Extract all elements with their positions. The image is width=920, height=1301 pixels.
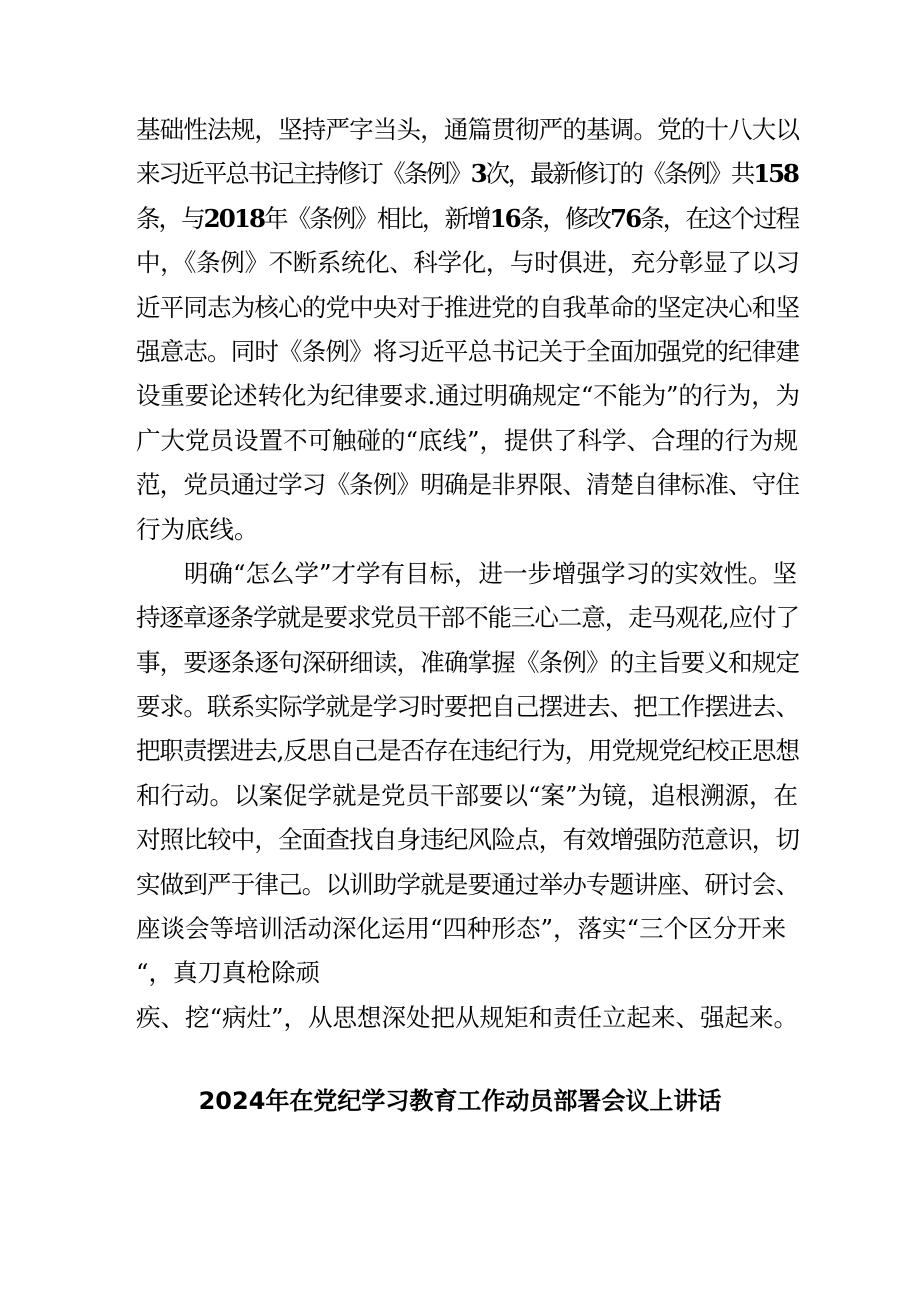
text-line: 疾、挖“病灶”，从思想深处把从规矩和责任立起来、强起来。 xyxy=(136,1002,799,1032)
text-line: “，真刀真枪除顽 xyxy=(136,958,321,988)
text-line: 基础性法规，坚持严字当头，通篇贯彻严的基调。党的十八大以 xyxy=(136,115,800,144)
text-line: 对照比较中，全面查找自身违纪风险点，有效增强防范意识，切 xyxy=(136,825,800,855)
text-line: 明确“怎么学”才学有目标，进一步增强学习的实效性。坚 xyxy=(184,558,798,588)
section-title: 2024年在党纪学习教育工作动员部署会议上讲话 xyxy=(198,1087,722,1115)
text-line: 和行动。以案促学就是党员干部要以“案”为镜，追根溯源，在 xyxy=(136,780,799,810)
text-line: 实做到严于律己。以训助学就是要通过举办专题讲座、研讨会、 xyxy=(136,869,800,899)
text-line: 中，《条例》不断系统化、科学化，与时俱进，充分彰显了以习 xyxy=(136,248,800,278)
text-line: 范，党员通过学习《条例》明确是非界限、清楚自律标准、守住 xyxy=(136,470,800,500)
text-line: 座谈会等培训活动深化运用“四种形态”，落实“三个区分开来 xyxy=(136,914,787,944)
text-line: 广大党员设置不可触碰的“底线”，提供了科学、合理的行为规 xyxy=(136,425,799,455)
text-line: 来习近平总书记主持修订《条例》3次，最新修订的《条例》共158 xyxy=(136,159,798,189)
body-text xyxy=(136,108,800,1040)
text-line: 行为底线。 xyxy=(136,514,259,544)
text-line: 设重要论述转化为纪律要求.通过明确规定“不能为”的行为，为 xyxy=(136,381,800,411)
text-line: 持逐章逐条学就是要求党员干部不能三心二意，走马观花,应付了 xyxy=(136,603,799,633)
text-line: 事，要逐条逐句深研细读，准确掌握《条例》的主旨要义和规定 xyxy=(136,647,800,677)
text-line: 强意志。同时《条例》将习近平总书记关于全面加强党的纪律建 xyxy=(136,336,800,366)
text-line: 条，与2018年《条例》相比，新增16条，修改76条，在这个过程 xyxy=(136,203,799,233)
text-line: 把职责摆进去,反思自己是否存在违纪行为，用党规党纪校正思想 xyxy=(136,736,799,766)
text-line: 要求。联系实际学就是学习时要把自己摆进去、把工作摆进去、 xyxy=(136,692,800,722)
text-line: 近平同志为核心的党中央对于推进党的自我革命的坚定决心和坚 xyxy=(136,292,800,322)
